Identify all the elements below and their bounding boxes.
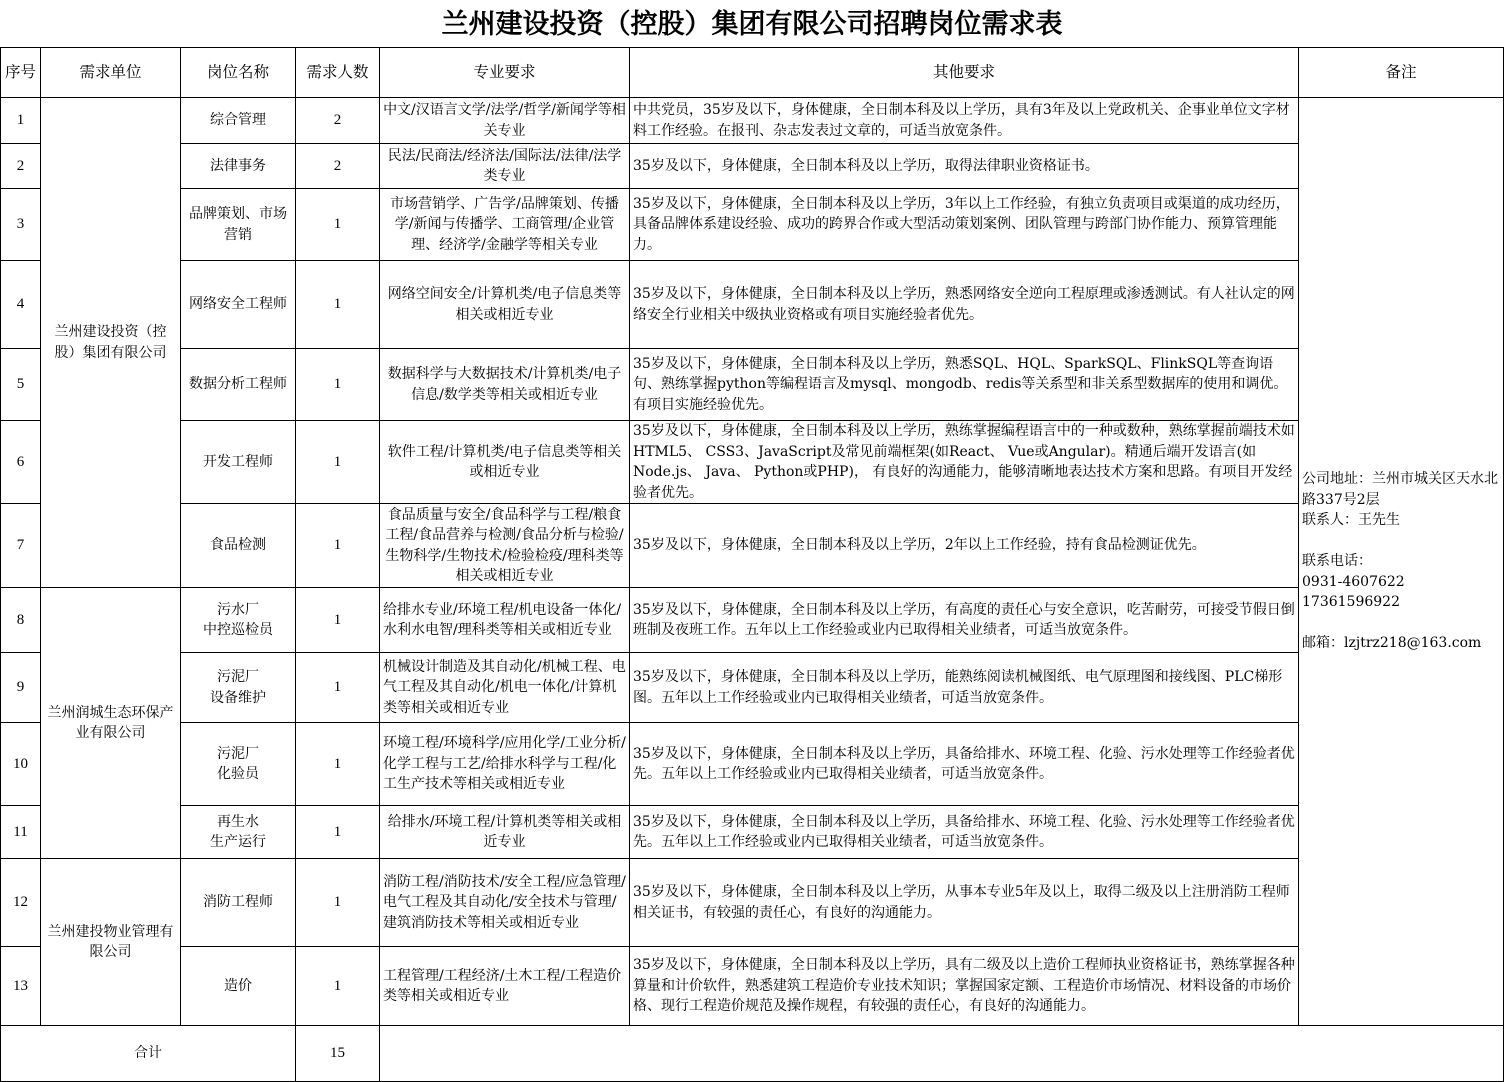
header-position: 岗位名称	[181, 48, 296, 98]
table-row	[1, 504, 1504, 588]
row-index: 12	[1, 859, 41, 947]
other-cell: 35岁及以下，身体健康，全日制本科及以上学历，具备给排水、环境工程、化验、污水处理等工作经验者优先。五年以上工作经验或业内已取得相关业绩者，可适当放宽条件。	[630, 723, 1299, 806]
position-cell: 再生水 生产运行	[181, 806, 296, 859]
row-index: 7	[1, 504, 41, 588]
other-cell: 35岁及以下，身体健康，全日制本科及以上学历，取得法律职业资格证书。	[630, 144, 1299, 189]
count-cell: 2	[296, 144, 380, 189]
row-index: 11	[1, 806, 41, 859]
recruitment-table	[0, 47, 1504, 1082]
row-index: 4	[1, 261, 41, 349]
count-cell: 1	[296, 421, 380, 504]
count-cell: 1	[296, 859, 380, 947]
other-cell: 35岁及以下，身体健康，全日制本科及以上学历，熟悉网络安全逆向工程原理或渗透测试。有人社认定的网络安全行业相关中级执业资格或有项目实施经验者优先。	[630, 261, 1299, 349]
other-cell: 35岁及以下，身体健康，全日制本科及以上学历，有高度的责任心与安全意识，吃苦耐劳，可接受节假日倒班制及夜班工作。五年以上工作经验或业内已取得相关业绩者，可适当放宽条件。	[630, 588, 1299, 653]
header-unit: 需求单位	[41, 48, 181, 98]
row-index: 8	[1, 588, 41, 653]
table-row	[1, 653, 1504, 723]
major-cell: 消防工程/消防技术/安全工程/应急管理/电气工程及其自动化/安全技术与管理/建筑消防技术等相关或相近专业	[380, 859, 630, 947]
table-row	[1, 349, 1504, 421]
row-index: 2	[1, 144, 41, 189]
remark-contact: 联系人：王先生	[1302, 512, 1400, 529]
position-cell: 开发工程师	[181, 421, 296, 504]
position-cell: 法律事务	[181, 144, 296, 189]
other-cell: 35岁及以下，身体健康，全日制本科及以上学历，能熟练阅读机械图纸、电气原理图和接线图、PLC梯形图。五年以上工作经验或业内已取得相关业绩者，可适当放宽条件。	[630, 653, 1299, 723]
total-row	[1, 1026, 1504, 1082]
row-index: 10	[1, 723, 41, 806]
major-cell: 食品质量与安全/食品科学与工程/粮食工程/食品营养与检测/食品分析与检验/生物科学/生物技术/检验检疫/理科类等相关或相近专业	[380, 504, 630, 588]
remark-cell	[1299, 98, 1504, 1026]
count-cell: 1	[296, 189, 380, 261]
row-index: 5	[1, 349, 41, 421]
count-cell: 1	[296, 261, 380, 349]
table-row	[1, 859, 1504, 947]
remark-phone-label: 联系电话：	[1302, 553, 1372, 570]
row-index: 9	[1, 653, 41, 723]
count-cell: 1	[296, 947, 380, 1026]
other-cell: 35岁及以下，身体健康，全日制本科及以上学历，具有二级及以上造价工程师执业资格证书，熟练掌握各种算量和计价软件，熟悉建筑工程造价专业技术知识；掌握国家定额、工程造价市场情况、材料设备的市场价格、现行工程造价规范及操作规程，有较强的责任心，有良好的沟通能力。	[630, 947, 1299, 1026]
total-value: 15	[296, 1026, 380, 1082]
count-cell: 2	[296, 98, 380, 144]
position-cell: 品牌策划、市场营销	[181, 189, 296, 261]
position-cell: 数据分析工程师	[181, 349, 296, 421]
table-row	[1, 261, 1504, 349]
header-count: 需求人数	[296, 48, 380, 98]
header-remark: 备注	[1299, 48, 1504, 98]
other-cell: 35岁及以下，身体健康，全日制本科及以上学历，2年以上工作经验，持有食品检测证优先。	[630, 504, 1299, 588]
header-index: 序号	[1, 48, 41, 98]
unit-cell: 兰州建投物业管理有限公司	[41, 859, 181, 1026]
position-cell: 污泥厂 化验员	[181, 723, 296, 806]
other-cell: 35岁及以下，身体健康，全日制本科及以上学历，3年以上工作经验，有独立负责项目或渠道的成功经历，具备品牌体系建设经验、成功的跨界合作或大型活动策划案例、团队管理与跨部门协作能力、预算管理能力。	[630, 189, 1299, 261]
major-cell: 机械设计制造及其自动化/机械工程、电气工程及其自动化/机电一体化/计算机类等相关或相近专业	[380, 653, 630, 723]
row-index: 3	[1, 189, 41, 261]
other-cell: 35岁及以下，身体健康，全日制本科及以上学历，熟练掌握编程语言中的一种或数种，熟练掌握前端技术如HTML5、 CSS3、JavaScript及常见前端框架(如React、 Vue或Angular)。精通后端开发语言(如Node.js、 Java、 Python或PHP)， 有良好的沟通能力，能够清晰地表达技术方案和思路。有项目开发经验者优先。	[630, 421, 1299, 504]
remark-email: 邮箱：lzjtrz218@163.com	[1302, 635, 1482, 652]
other-cell: 35岁及以下，身体健康，全日制本科及以上学历，从事本专业5年及以上，取得二级及以上注册消防工程师相关证书，有较强的责任心，有良好的沟通能力。	[630, 859, 1299, 947]
unit-cell: 兰州建设投资（控股）集团有限公司	[41, 98, 181, 588]
position-cell: 污泥厂 设备维护	[181, 653, 296, 723]
major-cell: 市场营销学、广告学/品牌策划、传播学/新闻与传播学、工商管理/企业管理、经济学/金融学等相关专业	[380, 189, 630, 261]
table-row	[1, 98, 1504, 144]
other-cell: 35岁及以下，身体健康，全日制本科及以上学历，熟悉SQL、HQL、SparkSQL、FlinkSQL等查询语句、熟练掌握python等编程语言及mysql、mongodb、redis等关系型和非关系型数据库的使用和调优。有项目实施经验优先。	[630, 349, 1299, 421]
table-row	[1, 723, 1504, 806]
row-index: 1	[1, 98, 41, 144]
position-cell: 网络安全工程师	[181, 261, 296, 349]
remark-address: 公司地址：兰州市城关区天水北路337号2层	[1302, 471, 1498, 508]
header-other: 其他要求	[630, 48, 1299, 98]
count-cell: 1	[296, 723, 380, 806]
major-cell: 环境工程/环境科学/应用化学/工业分析/化学工程与工艺/给排水科学与工程/化工生产技术等相关或相近专业	[380, 723, 630, 806]
position-cell: 造价	[181, 947, 296, 1026]
major-cell: 给排水专业/环境工程/机电设备一体化/水利水电智/理科类等相关或相近专业	[380, 588, 630, 653]
remark-phone-1: 0931-4607622	[1302, 573, 1405, 590]
position-cell: 综合管理	[181, 98, 296, 144]
position-cell: 污水厂 中控巡检员	[181, 588, 296, 653]
table-row	[1, 144, 1504, 189]
row-index: 13	[1, 947, 41, 1026]
major-cell: 中文/汉语言文学/法学/哲学/新闻学等相关专业	[380, 98, 630, 144]
major-cell: 给排水/环境工程/计算机类等相关或相近专业	[380, 806, 630, 859]
major-cell: 民法/民商法/经济法/国际法/法律/法学类专业	[380, 144, 630, 189]
count-cell: 1	[296, 653, 380, 723]
remark-phone-2: 17361596922	[1302, 594, 1400, 611]
table-row	[1, 588, 1504, 653]
other-cell: 35岁及以下，身体健康，全日制本科及以上学历，具备给排水、环境工程、化验、污水处理等工作经验者优先。五年以上工作经验或业内已取得相关业绩者，可适当放宽条件。	[630, 806, 1299, 859]
table-row	[1, 189, 1504, 261]
header-row	[1, 48, 1504, 98]
major-cell: 网络空间安全/计算机类/电子信息类等相关或相近专业	[380, 261, 630, 349]
row-index: 6	[1, 421, 41, 504]
count-cell: 1	[296, 588, 380, 653]
total-blank	[380, 1026, 1504, 1082]
major-cell: 数据科学与大数据技术/计算机类/电子信息/数学类等相关或相近专业	[380, 349, 630, 421]
page-title: 兰州建设投资（控股）集团有限公司招聘岗位需求表	[441, 9, 1063, 40]
major-cell: 工程管理/工程经济/土木工程/工程造价类等相关或相近专业	[380, 947, 630, 1026]
count-cell: 1	[296, 806, 380, 859]
table-row	[1, 806, 1504, 859]
major-cell: 软件工程/计算机类/电子信息类等相关或相近专业	[380, 421, 630, 504]
table-row	[1, 421, 1504, 504]
unit-cell: 兰州润城生态环保产业有限公司	[41, 588, 181, 859]
count-cell: 1	[296, 504, 380, 588]
total-label: 合计	[1, 1026, 296, 1082]
header-major: 专业要求	[380, 48, 630, 98]
other-cell: 中共党员，35岁及以下，身体健康，全日制本科及以上学历，具有3年及以上党政机关、企事业单位文字材料工作经验。在报刊、杂志发表过文章的，可适当放宽条件。	[630, 98, 1299, 144]
position-cell: 食品检测	[181, 504, 296, 588]
table-row	[1, 947, 1504, 1026]
count-cell: 1	[296, 349, 380, 421]
position-cell: 消防工程师	[181, 859, 296, 947]
